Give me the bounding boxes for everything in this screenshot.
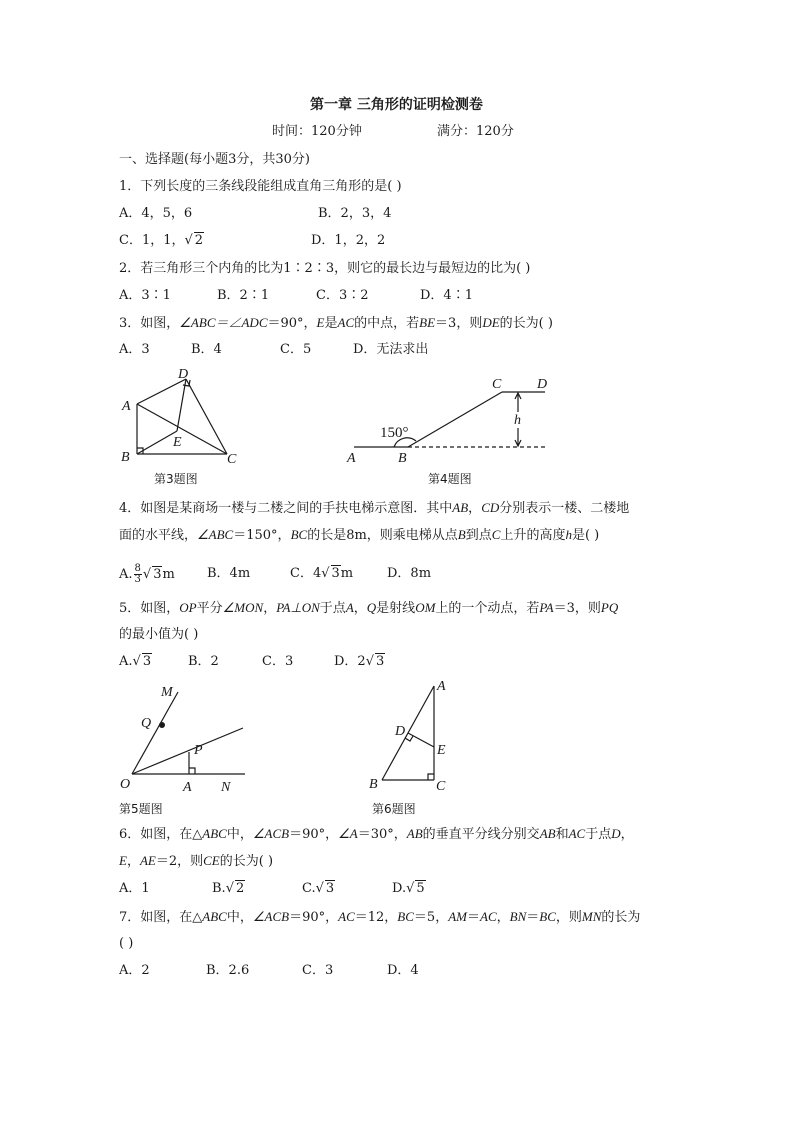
q5-option-d: D．2√ 3: [334, 654, 385, 669]
q6-option-b: B.√ 2: [212, 881, 245, 896]
q7-option-a: A．2: [119, 963, 150, 978]
section-heading: 一、选择题(每小题3分，共30分): [119, 152, 310, 167]
q4-option-b: B．4m: [207, 566, 251, 581]
question-7-line-1: 7．如图，在△ABC中，∠ACB＝90°，AC＝12，BC＝5，AM＝AC，BN＝BC，则MN的长为: [119, 909, 641, 925]
fig4-label-h: h: [514, 413, 521, 428]
fig6-label-d: D: [395, 724, 406, 739]
q6-option-a: A．1: [119, 881, 150, 896]
figure-3-lines: [137, 379, 227, 454]
figure-4: [340, 372, 560, 490]
q2-option-d: D．4∶1: [420, 288, 473, 303]
fig3-label-e: E: [173, 435, 182, 450]
q7-option-c: C．3: [302, 963, 334, 978]
fig5-label-p: P: [194, 743, 203, 758]
fig5-label-o: O: [120, 777, 131, 792]
figure-6: [360, 676, 490, 820]
q5-option-c: C．3: [262, 654, 294, 669]
fig6-label-a: A: [437, 679, 446, 694]
exam-time: 时间：120分钟: [272, 124, 362, 139]
fig4-label-d: D: [537, 377, 548, 392]
fig5-caption: 第5题图: [119, 802, 163, 816]
q7-option-d: D．4: [387, 963, 419, 978]
fig6-label-c: C: [436, 779, 446, 794]
q5-option-a: A.√ 3: [119, 654, 152, 669]
fig4-angle-label: 150°: [380, 425, 409, 441]
q1-option-c: C．1，1，√ 2: [119, 233, 204, 248]
q2-option-c: C．3∶2: [316, 288, 369, 303]
q1-option-b: B．2，3，4: [318, 206, 392, 221]
question-6-line-2: E，AE＝2，则CE的长为( ): [119, 853, 274, 869]
fig6-label-e: E: [437, 743, 446, 758]
question-5-line-2: 的最小值为( ): [119, 627, 199, 642]
figure-6-lines: [382, 686, 434, 780]
q3-option-a: A．3: [119, 342, 150, 357]
q4-option-d: D．8m: [387, 566, 432, 581]
figure-5: [110, 680, 260, 820]
q6-option-d: D.√ 5: [392, 881, 425, 896]
page-title: 第一章 三角形的证明检测卷: [310, 97, 483, 113]
fig4-label-c: C: [492, 377, 502, 392]
fig4-label-b: B: [398, 451, 407, 466]
question-4-line-2: 面的水平线，∠ABC＝150°，BC的长是8m，则乘电梯从点B到点C上升的高度h是( ): [119, 527, 600, 543]
fig4-caption: 第4题图: [428, 472, 472, 486]
q1-option-c-radicand: 2: [194, 233, 204, 248]
fig3-label-a: A: [122, 399, 131, 414]
fig5-point-q: [159, 722, 165, 728]
q1-option-d: D．1，2，2: [311, 233, 386, 248]
fig3-label-c: C: [227, 452, 237, 467]
q3-option-b: B．4: [191, 342, 222, 357]
figure-3: [110, 362, 260, 490]
fig3-caption: 第3题图: [154, 472, 198, 486]
fig5-label-m: M: [161, 685, 173, 700]
q2-option-b: B．2∶1: [217, 288, 270, 303]
question-2-stem: 2．若三角形三个内角的比为1∶2∶3，则它的最长边与最短边的比为( ): [119, 261, 531, 276]
fig5-label-n: N: [221, 780, 231, 795]
question-6-line-1: 6．如图，在△ABC中，∠ACB＝90°，∠A＝30°，AB的垂直平分线分别交AB和AC于点D，: [119, 826, 634, 842]
fig6-caption: 第6题图: [372, 802, 416, 816]
figure-5-lines: [132, 692, 245, 774]
q4-option-a: A. $\frac{8}{3}$ √ 3m: [119, 563, 175, 585]
question-5-line-1: 5．如图，OP平分∠MON，PA⊥ON于点A，Q是射线OM上的一个动点，若PA＝3，则PQ: [119, 600, 619, 616]
q6-option-c: C.√ 3: [302, 881, 335, 896]
fig4-label-a: A: [347, 451, 356, 466]
fig5-label-q: Q: [141, 716, 152, 731]
fig5-label-a: A: [183, 780, 192, 795]
fig6-label-b: B: [369, 777, 378, 792]
question-1-stem: 1．下列长度的三条线段能组成直角三角形的是( ): [119, 179, 402, 194]
fig3-label-d: D: [178, 367, 189, 382]
exam-score: 满分：120分: [437, 124, 514, 139]
fig3-label-b: B: [121, 450, 130, 465]
q4-option-c: C．4√ 3m: [290, 566, 354, 581]
q3-option-c: C．5: [280, 342, 312, 357]
question-4-line-1: 4．如图是某商场一楼与二楼之间的手扶电梯示意图．其中AB，CD分别表示一楼、二楼地: [119, 500, 630, 516]
q7-option-b: B．2.6: [206, 963, 250, 978]
q5-option-b: B．2: [188, 654, 219, 669]
q3-option-d: D．无法求出: [353, 342, 429, 357]
question-3-stem: 3．如图，∠ABC＝∠ADC＝90°，E是AC的中点，若BE＝3，则DE的长为( ): [119, 315, 553, 331]
q2-option-a: A．3∶1: [119, 288, 171, 303]
q1-option-a: A．4，5，6: [119, 206, 193, 221]
question-7-line-2: ( ): [119, 936, 134, 951]
